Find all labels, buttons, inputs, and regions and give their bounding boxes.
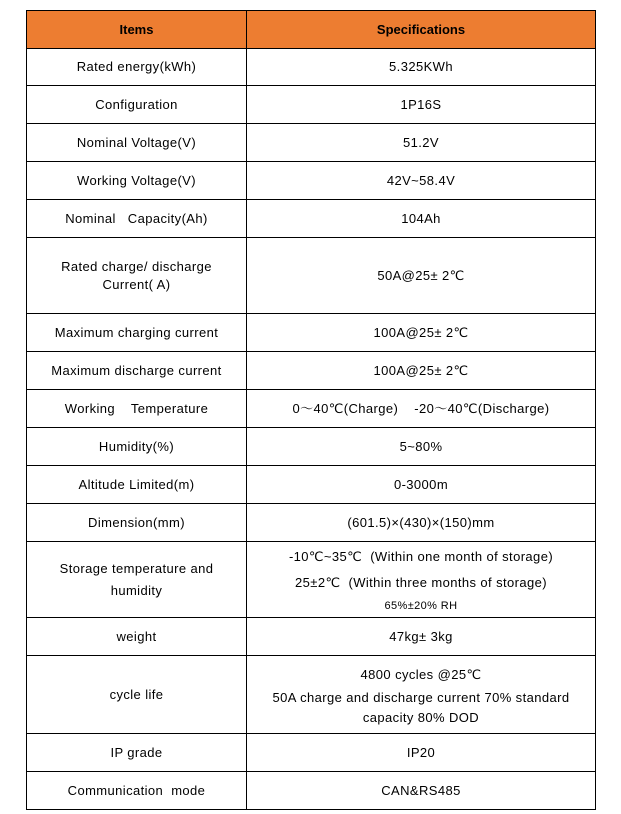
row-spec: 100A@25± 2℃ — [247, 314, 596, 352]
row-item: Maximum discharge current — [27, 352, 247, 390]
row-item: weight — [27, 618, 247, 656]
table-row — [27, 656, 596, 734]
row-spec — [247, 542, 596, 618]
table-row — [27, 352, 596, 390]
row-item: Working Temperature — [27, 390, 247, 428]
row-spec: IP20 — [247, 734, 596, 772]
header-items: Items — [27, 11, 247, 49]
row-spec-line: 65%±20% RH — [384, 599, 458, 612]
row-spec: 100A@25± 2℃ — [247, 352, 596, 390]
table-row — [27, 200, 596, 238]
row-spec: 42V~58.4V — [247, 162, 596, 200]
specifications-table — [26, 10, 596, 810]
row-item: IP grade — [27, 734, 247, 772]
table-row — [27, 390, 596, 428]
table-row — [27, 86, 596, 124]
row-spec-line: 4800 cycles @25℃ — [360, 666, 482, 682]
table-row — [27, 428, 596, 466]
row-item: Configuration — [27, 86, 247, 124]
row-item — [27, 238, 247, 314]
table-row — [27, 734, 596, 772]
header-specifications: Specifications — [247, 11, 596, 49]
table-row — [27, 466, 596, 504]
row-spec: 5.325KWh — [247, 49, 596, 86]
row-item: Rated energy(kWh) — [27, 49, 247, 86]
row-spec: 1P16S — [247, 86, 596, 124]
row-item: Nominal Capacity(Ah) — [27, 200, 247, 238]
row-item: Maximum charging current — [27, 314, 247, 352]
row-item: Altitude Limited(m) — [27, 466, 247, 504]
table-row — [27, 542, 596, 618]
row-item-line: Current( A) — [102, 276, 171, 292]
row-spec: 0-3000m — [247, 466, 596, 504]
table-header-row — [27, 11, 596, 49]
table-row — [27, 314, 596, 352]
table-row — [27, 162, 596, 200]
table-row — [27, 772, 596, 810]
row-spec: 104Ah — [247, 200, 596, 238]
row-item: Communication mode — [27, 772, 247, 810]
row-spec-line: 50A charge and discharge current 70% standard — [272, 689, 570, 705]
row-spec: 0～40℃(Charge) -20～40℃(Discharge) — [247, 390, 596, 428]
row-spec: 50A@25± 2℃ — [247, 238, 596, 314]
table-row — [27, 49, 596, 86]
row-item: Humidity(%) — [27, 428, 247, 466]
row-spec-line: capacity 80% DOD — [362, 709, 480, 725]
row-item-line: humidity — [110, 582, 163, 598]
table-row — [27, 238, 596, 314]
row-spec: 47kg± 3kg — [247, 618, 596, 656]
row-spec: CAN&RS485 — [247, 772, 596, 810]
table-row — [27, 124, 596, 162]
row-item: Working Voltage(V) — [27, 162, 247, 200]
row-spec-line: -10℃~35℃ (Within one month of storage) — [288, 548, 554, 564]
row-spec: 5~80% — [247, 428, 596, 466]
row-item — [27, 542, 247, 618]
row-spec-line: 25±2℃ (Within three months of storage) — [295, 574, 547, 590]
row-spec: 51.2V — [247, 124, 596, 162]
row-spec — [247, 656, 596, 734]
row-item-line: Storage temperature and — [59, 560, 214, 576]
table-row — [27, 504, 596, 542]
row-item-line: Rated charge/ discharge — [61, 258, 212, 274]
table-row — [27, 618, 596, 656]
row-item: cycle life — [27, 656, 247, 734]
row-item: Dimension(mm) — [27, 504, 247, 542]
row-spec: (601.5)×(430)×(150)mm — [247, 504, 596, 542]
row-item: Nominal Voltage(V) — [27, 124, 247, 162]
